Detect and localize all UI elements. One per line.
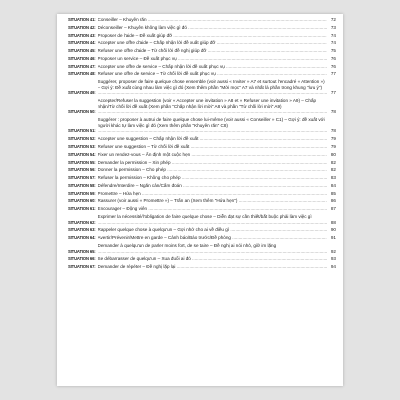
situation-label: SITUATION 60: (68, 198, 96, 204)
toc-entry (68, 183, 336, 189)
situation-title: Donner la permission – Cho phép ..... (98, 167, 327, 173)
situation-label: SITUATION 61: (68, 206, 96, 212)
situation-title: Accepter une offre de service – Chấp nhận lời đề xuất phục vụ ..... (98, 64, 327, 70)
toc-entry-body (68, 98, 327, 115)
toc-entry (68, 33, 336, 39)
toc-entry (68, 79, 336, 96)
page-number: 90 (330, 227, 336, 233)
table-of-contents (68, 17, 336, 272)
situation-title-wrapper (98, 152, 327, 158)
toc-entry-body (68, 79, 327, 96)
situation-title-wrapper (98, 17, 327, 23)
toc-entry-body (68, 191, 327, 197)
situation-title: Avertir/Prévenir/Mettre en garde – Cảnh báo/Báo trước/Đề phòng ..... (98, 235, 327, 241)
toc-entry (68, 243, 336, 254)
toc-entry-body (68, 175, 327, 181)
situation-title-wrapper (98, 48, 327, 54)
toc-entry (68, 152, 336, 158)
situation-title-wrapper (98, 144, 327, 150)
situation-title-wrapper (98, 56, 327, 62)
toc-entry (68, 227, 336, 233)
situation-title-wrapper (98, 33, 327, 39)
situation-title-wrapper (98, 64, 327, 70)
situation-label: SITUATION 53: (68, 143, 96, 149)
toc-entry (68, 144, 336, 150)
toc-entry (68, 160, 336, 166)
situation-label: SITUATION 66: (68, 256, 96, 262)
toc-entry-body (68, 167, 327, 173)
situation-title-wrapper (98, 243, 327, 254)
situation-label: SITUATION 41: (68, 17, 96, 22)
situation-label: SITUATION 64: (68, 235, 96, 241)
toc-entry (68, 198, 336, 204)
page-number: 76 (330, 55, 336, 61)
page-number: 80 (330, 151, 336, 157)
toc-entry (68, 117, 336, 134)
page-number: 74 (330, 32, 336, 38)
page-number: 79 (330, 136, 336, 142)
situation-label: SITUATION 65: (68, 248, 96, 254)
situation-label: SITUATION 62: (68, 219, 96, 225)
toc-entry (68, 56, 336, 62)
situation-title-wrapper (98, 264, 327, 270)
toc-entry (68, 71, 336, 77)
situation-label: SITUATION 54: (68, 151, 96, 157)
situation-title: Défendre/Interdire – Ngăn cản/Cấm đoán ..... (98, 183, 327, 189)
toc-entry-body (68, 243, 327, 254)
page-number: 79 (330, 143, 336, 149)
page-number: 77 (330, 90, 336, 96)
page-number: 83 (330, 175, 336, 181)
toc-entry (68, 206, 336, 212)
situation-label: SITUATION 42: (68, 24, 96, 30)
toc-entry-body (68, 227, 327, 233)
toc-entry-body (68, 25, 327, 31)
situation-title: Rappeler quelque chose à quelqu'un – Gợi nhớ cho ai về điều gì ..... (98, 227, 327, 233)
toc-entry (68, 167, 336, 173)
situation-title: Suggérer : proposer à autrui de faire quelque chose lui-même (voir aussi « Conseiller » C1) – Gợi ý: đề xuất với người khác tự làm việc gì đó (Xem thêm phần "Khuyên răn" C8) ..... (98, 117, 327, 134)
page-number: 82 (330, 159, 336, 165)
page-number: 77 (330, 71, 336, 77)
toc-entry-body (68, 117, 327, 134)
situation-title: Suggérer, proposer de faire quelque chose ensemble (voir aussi « Inviter » A7 et surtout l'encadré « Attention ») – Gợi ý: Đề xuất cùng nhau làm việc gì đó (Xem thêm phần "Mời mọc" A7 và nhất là phần trong khung "lưu ý") ..... (98, 79, 327, 96)
situation-title-wrapper (98, 206, 327, 212)
situation-label: SITUATION 57: (68, 175, 96, 181)
page-number: 93 (330, 256, 336, 262)
toc-entry (68, 64, 336, 70)
situation-title-wrapper (98, 160, 327, 166)
situation-label: SITUATION 49: (68, 90, 96, 96)
situation-title-wrapper (98, 183, 327, 189)
situation-title-wrapper (98, 235, 327, 241)
page-number: 94 (330, 264, 336, 270)
toc-entry-body (68, 198, 327, 204)
page-number: 92 (330, 248, 336, 254)
page-number: 76 (330, 63, 336, 69)
toc-entry (68, 17, 336, 23)
book-page (57, 14, 343, 386)
toc-entry (68, 214, 336, 225)
situation-label: SITUATION 46: (68, 55, 96, 61)
situation-title-wrapper (98, 40, 327, 46)
situation-label: SITUATION 47: (68, 63, 96, 69)
situation-title: Fixer un rendez-vous – Ấn định một cuộc hẹn ..... (98, 152, 327, 158)
toc-entry (68, 256, 336, 262)
toc-entry-body (68, 56, 327, 62)
page-number: 75 (330, 48, 336, 54)
toc-entry-body (68, 64, 327, 70)
situation-label: SITUATION 50: (68, 109, 96, 115)
page-number: 78 (330, 128, 336, 134)
situation-title: Encourager – Động viên ..... (98, 206, 327, 212)
toc-entry-body (68, 152, 327, 158)
situation-label: SITUATION 45: (68, 48, 96, 54)
situation-title-wrapper (98, 71, 327, 77)
situation-title: Rassurer (voir aussi « Promettre ») – Trấn an (Xem thêm "Hứa hẹn") ..... (98, 198, 327, 204)
page-number: 84 (330, 182, 336, 188)
toc-entry-body (68, 160, 327, 166)
situation-title-wrapper (98, 167, 327, 173)
toc-entry (68, 264, 336, 270)
situation-title: Proposer de l'aide – Đề xuất giúp đỡ ..... (98, 33, 327, 39)
situation-title-wrapper (98, 191, 327, 197)
situation-title-wrapper (98, 198, 327, 204)
toc-entry-body (68, 71, 327, 77)
toc-entry-body (68, 136, 327, 142)
toc-entry (68, 175, 336, 181)
page-number: 73 (330, 24, 336, 30)
situation-label: SITUATION 48: (68, 71, 96, 77)
page-number: 85 (330, 190, 336, 196)
toc-entry-body (68, 40, 327, 46)
toc-entry (68, 136, 336, 142)
situation-title: Exprimer la nécessité/l'obligation de faire quelque chose – Diễn đạt sự cần thiết/bắt buộc phải làm việc gì ..... (98, 214, 327, 225)
situation-title-wrapper (98, 98, 327, 115)
situation-label: SITUATION 67: (68, 264, 96, 270)
toc-entry-body (68, 235, 327, 241)
situation-label: SITUATION 52: (68, 136, 96, 142)
situation-label: SITUATION 63: (68, 227, 96, 233)
situation-title: Accepter/Refuser la suggestion (voir « Accepter une invitation » A8 et « Refuser une invitation » A9) – Chấp nhận/Từ chối lời đề xuất (Xem phần "Chấp nhận lời mời" A8 và phần "Từ chối lời mời" A9) ..... (98, 98, 327, 115)
toc-entry (68, 98, 336, 115)
toc-entry (68, 40, 336, 46)
page-number: 88 (330, 219, 336, 225)
toc-entry-body (68, 33, 327, 39)
situation-title: Demander à quelqu'un de parler moins fort, de se taire – Đề nghị ai nói nhỏ, giữ im lặng ..... (98, 243, 327, 254)
situation-title: Demander la permission – Xin phép ..... (98, 160, 327, 166)
situation-label: SITUATION 58: (68, 182, 96, 188)
situation-title: Refuser une offre d'aide – Từ chối lời đề nghị giúp đỡ ..... (98, 48, 327, 54)
situation-title-wrapper (98, 175, 327, 181)
toc-entry (68, 25, 336, 31)
toc-entry (68, 235, 336, 241)
situation-label: SITUATION 55: (68, 159, 96, 165)
toc-entry-body (68, 48, 327, 54)
toc-entry-body (68, 256, 327, 262)
toc-entry-body (68, 17, 327, 23)
page-number: 72 (330, 17, 336, 22)
page-number: 78 (330, 109, 336, 115)
situation-title: Conseiller – Khuyên răn ..... (98, 17, 327, 23)
situation-title-wrapper (98, 79, 327, 96)
situation-label: SITUATION 44: (68, 40, 96, 46)
page-number: 82 (330, 167, 336, 173)
situation-title: Proposer un service – Đề xuất phục vụ ..... (98, 56, 327, 62)
situation-title-wrapper (98, 227, 327, 233)
toc-entry-body (68, 183, 327, 189)
situation-title: Refuser une offre de service – Từ chối lời đề xuất phục vụ ..... (98, 71, 327, 77)
situation-title: Se débarrasser de quelqu'un – Xua đuổi ai đó ..... (98, 256, 327, 262)
toc-entry (68, 48, 336, 54)
situation-title: Déconseiller – Khuyên không làm việc gì đó ..... (98, 25, 327, 31)
situation-title: Accepter une suggestion – Chấp nhận lời đề xuất ..... (98, 136, 327, 142)
situation-title-wrapper (98, 117, 327, 134)
situation-title-wrapper (98, 214, 327, 225)
situation-label: SITUATION 43: (68, 32, 96, 38)
situation-title-wrapper (98, 136, 327, 142)
situation-label: SITUATION 56: (68, 167, 96, 173)
page-number: 74 (330, 40, 336, 46)
situation-title: Refuser la permission – Không cho phép ..... (98, 175, 327, 181)
toc-entry (68, 191, 336, 197)
toc-entry-body (68, 214, 327, 225)
situation-label: SITUATION 51: (68, 128, 96, 134)
page-number: 86 (330, 198, 336, 204)
situation-title-wrapper (98, 25, 327, 31)
page-number: 87 (330, 206, 336, 212)
situation-title: Accepter une offre d'aide – Chấp nhận lời đề xuất giúp đỡ ..... (98, 40, 327, 46)
situation-title: Refuser une suggestion – Từ chối lời đề xuất ..... (98, 144, 327, 150)
toc-entry-body (68, 264, 327, 270)
page-number: 91 (330, 235, 336, 241)
situation-title: Promettre – Hứa hẹn ..... (98, 191, 327, 197)
situation-title: Demander de répéter – Đề nghị lặp lại ..... (98, 264, 327, 270)
situation-label: SITUATION 59: (68, 190, 96, 196)
toc-entry-body (68, 206, 327, 212)
toc-entry-body (68, 144, 327, 150)
situation-title-wrapper (98, 256, 327, 262)
